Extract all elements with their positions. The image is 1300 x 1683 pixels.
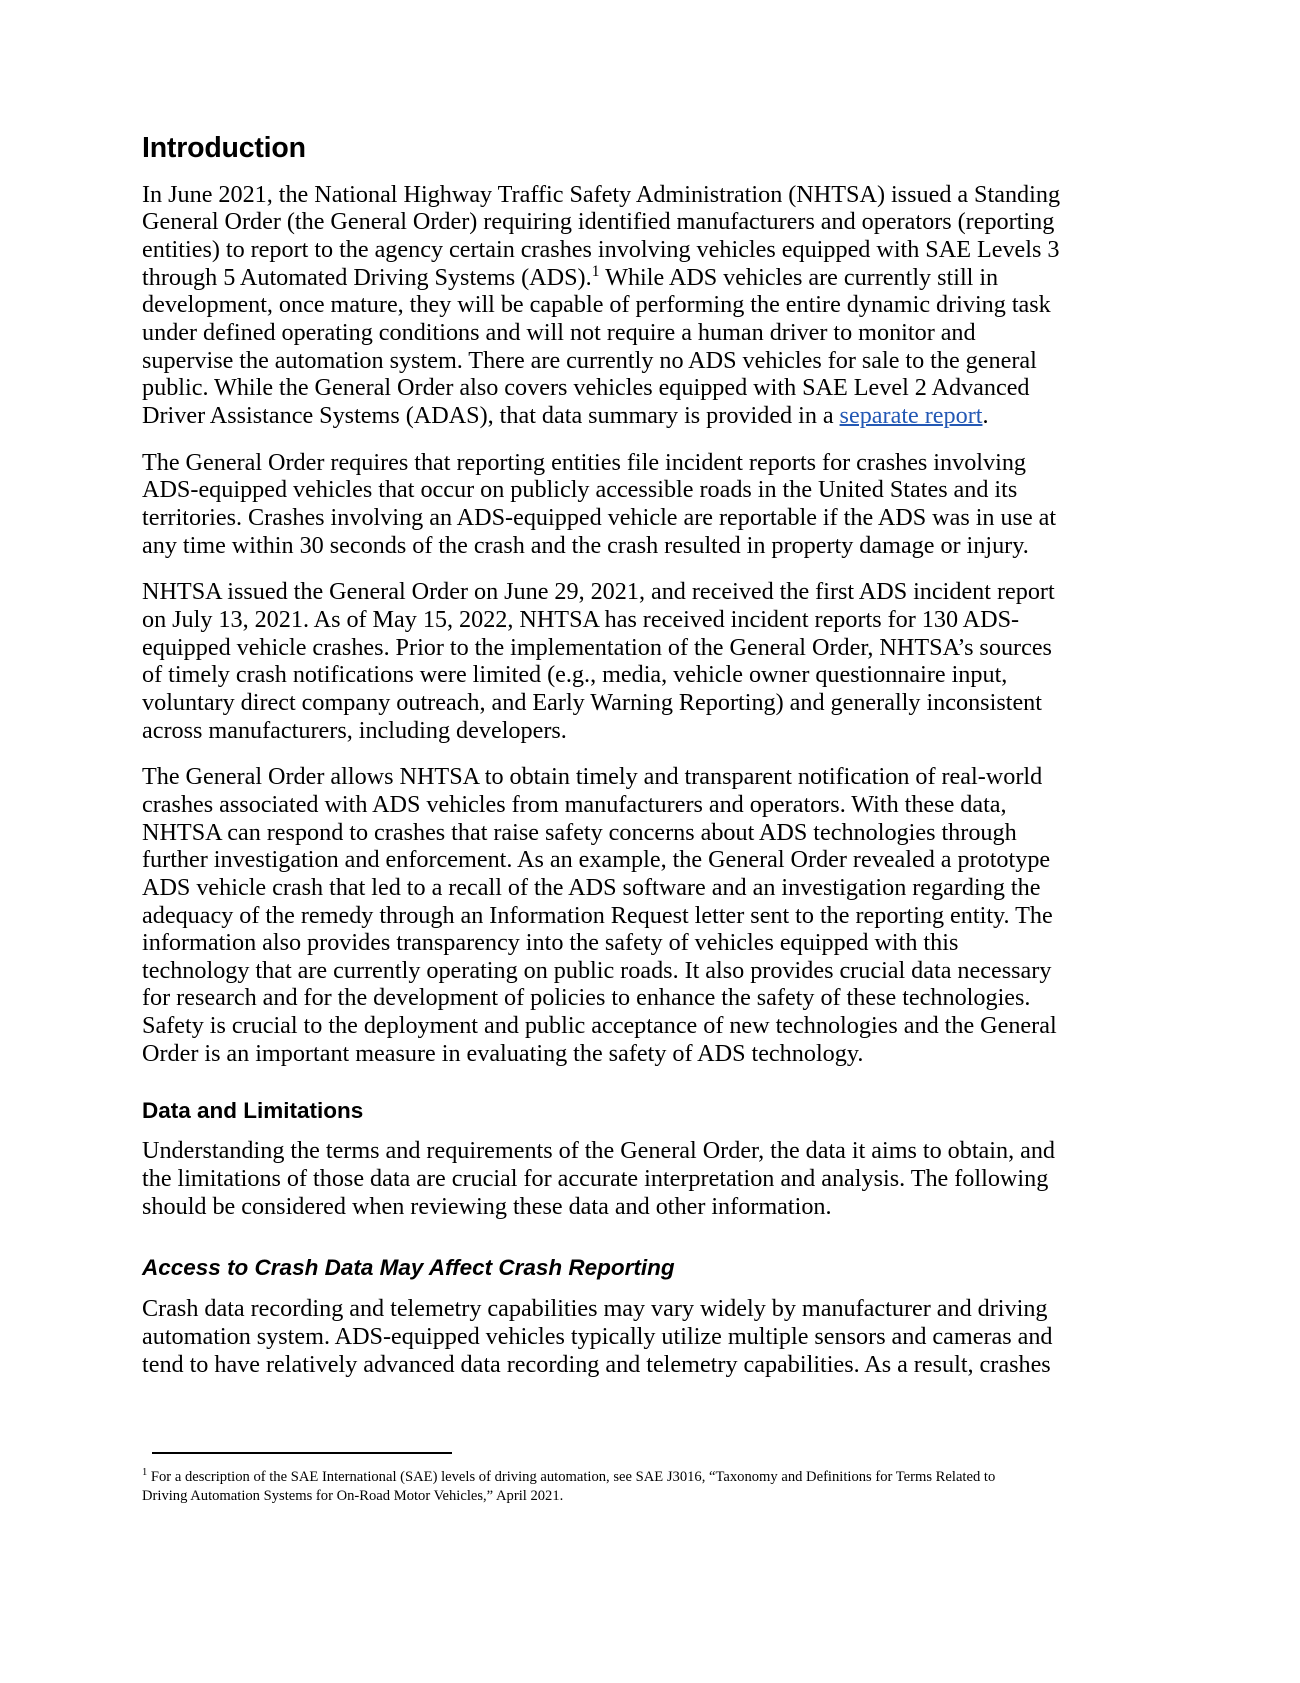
paragraph-introduction-4: The General Order allows NHTSA to obtain timely and transparent notification of real-world crashes associated with ADS vehicles from manufacturers and operators. With these data, NHTSA can respond to crashes that raise safety concerns about ADS technologies through further investigation and enforcement. As an example, the General Order revealed a prototype ADS vehicle crash that led to a recall of the ADS software and an investigation regarding the adequacy of the remedy through an Information Request letter sent to the reporting entity. The information also provides transparency into the safety of vehicles equipped with this technology that are currently operating on public roads. It also provides crucial data necessary for research and for the development of policies to enhance the safety of these technologies. Safety is crucial to the deployment and public acceptance of new technologies and the General Order is an important measure in evaluating the safety of ADS technology.	[142, 763, 1057, 1067]
paragraph-text-segment: While ADS vehicles are currently still in development, once mature, they will be capable of performing the entire dynamic driving task under defined operating conditions and will not require a human driver to monitor and supervise the automation system. There are currently no ADS vehicles for sale to the general public. While the General Order also covers vehicles equipped with SAE Level 2 Advanced Driver Assistance Systems (ADAS), that data summary is provided in a	[142, 263, 1051, 430]
section-heading-data-and-limitations: Data and Limitations	[142, 1098, 364, 1124]
paragraph-text-segment: In June 2021, the National Highway Traffic Safety Administration (NHTSA) issued a Standing General Order (the General Order) requiring identified manufacturers and operators (reporting entities) to report to the agency certain crashes involving vehicles equipped with SAE Levels 3 through 5 Automated Driving Systems (ADS).	[142, 180, 1061, 291]
footnote-reference-marker[interactable]: 1	[591, 262, 600, 280]
paragraph-introduction-1	[142, 181, 1070, 430]
paragraph-text-segment: .	[982, 402, 989, 430]
paragraph-introduction-3: NHTSA issued the General Order on June 29, 2021, and received the first ADS incident report on July 13, 2021. As of May 15, 2022, NHTSA has received incident reports for 130 ADS-equipped vehicle crashes. Prior to the implementation of the General Order, NHTSA’s sources of timely crash notifications were limited (e.g., media, vehicle owner questionnaire input, voluntary direct company outreach, and Early Warning Reporting) and generally inconsistent across manufacturers, including developers.	[142, 578, 1055, 744]
footnote-number: 1	[142, 1467, 148, 1479]
paragraph-data-and-limitations-1: Understanding the terms and requirements of the General Order, the data it aims to obtain, and the limitations of those data are crucial for accurate interpretation and analysis. The following should be considered when reviewing these data and other information.	[142, 1137, 1056, 1220]
footnote-entry	[142, 1468, 1042, 1507]
separate-report-link[interactable]: separate report	[839, 402, 983, 430]
page-title: Introduction	[142, 132, 306, 164]
paragraph-access-to-crash-data-1: Crash data recording and telemetry capabilities may vary widely by manufacturer and driving automation system. ADS-equipped vehicles typically utilize multiple sensors and cameras and tend to have relatively advanced data recording and telemetry capabilities. As a result, crashes	[142, 1295, 1053, 1378]
paragraph-introduction-2: The General Order requires that reporting entities file incident reports for crashes involving ADS-equipped vehicles that occur on publicly accessible roads in the United States and its territories. Crashes involving an ADS-equipped vehicle are reportable if the ADS was in use at any time within 30 seconds of the crash and the crash resulted in property damage or injury.	[142, 448, 1057, 559]
footnote-separator-rule	[152, 1452, 452, 1454]
subsection-heading-access-to-crash-data: Access to Crash Data May Affect Crash Reporting	[142, 1255, 675, 1281]
footnote-body-text: For a description of the SAE International (SAE) levels of driving automation, see SAE J3016, “Taxonomy and Definitions for Terms Related to Driving Automation Systems for On-Road Motor Vehicles,” April 2021.	[142, 1469, 996, 1505]
footnote-area	[142, 1452, 1072, 1507]
page-content	[142, 132, 1070, 1378]
